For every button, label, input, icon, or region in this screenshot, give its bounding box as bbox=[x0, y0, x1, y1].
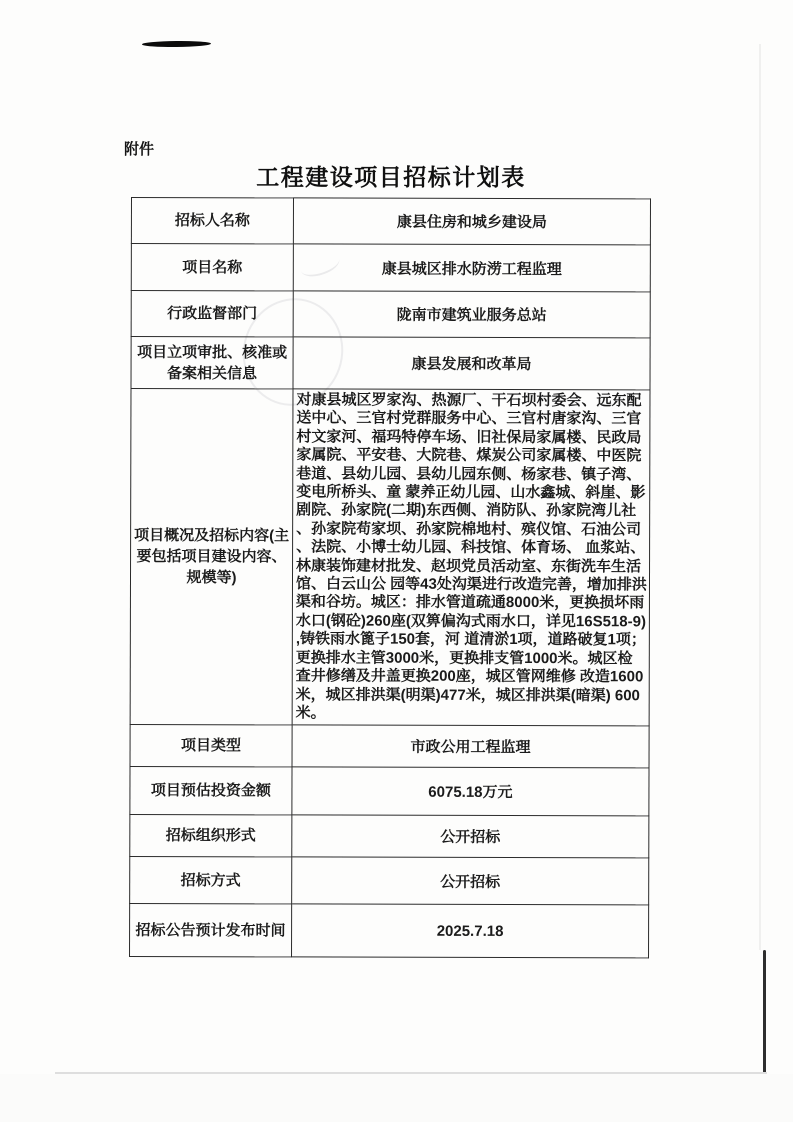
page-edge-right-shadow bbox=[763, 950, 766, 1074]
bidding-plan-table bbox=[129, 197, 651, 959]
row-label-cell: 项目概况及招标内容(主要包括项目建设内容、规模等) bbox=[130, 389, 293, 726]
row-value-cell: 康县发展和改革局 bbox=[293, 337, 650, 390]
row-label-cell: 项目类型 bbox=[130, 725, 292, 767]
row-value-cell: 公开招标 bbox=[292, 857, 649, 905]
row-value-cell: 康县城区排水防涝工程监理 bbox=[293, 244, 650, 292]
table-row bbox=[130, 815, 649, 858]
page-title: 工程建设项目招标计划表 bbox=[256, 164, 526, 190]
row-value-cell: 对康县城区罗家沟、热源厂、干石坝村委会、远东配送中心、三官村党群服务中心、三官村唐家沟、三官村文家河、福玛特停车场、旧社保局家属楼、民政局 家属院、平安巷、大院巷、煤炭公司家属楼、中医院巷道、县幼儿园、县幼儿园东侧、杨家巷、镇子湾、变电所桥头、童 蒙养正幼儿园、山水鑫城、斜崖、影剧院、孙家院(二期)东西侧、消防队、孙家院湾儿社、孙家院苟家坝、孙家院棉地村、殡仪馆、石油公司、法院、小博士幼儿园、科技馆、体育场、 血浆站、林康装饰建材批发、赵坝党员活动室、东街洗车生活馆、白云山公 园等43处沟渠进行改造完善，增加排洪渠和谷坊。城区：排水管道疏通8000米，更换损坏雨水口(钢砼)260座(双箅偏沟式雨水口，详见16S518-9),铸铁雨水篦子150套，河 道清淤1项，道路破复1项；更换排水主管3000米，更换排支管1000米。城区检查井修缮及井盖更换200座，城区管网维修 改造1600 米，城区排洪渠(明渠)477米，城区排洪渠(暗渠) 600米。 bbox=[292, 389, 650, 726]
table-row bbox=[131, 244, 650, 292]
attachment-label: 附件 bbox=[124, 141, 155, 158]
row-label-cell: 招标方式 bbox=[130, 857, 292, 904]
row-label-cell: 招标公告预计发布时间 bbox=[130, 904, 292, 957]
row-value-cell: 公开招标 bbox=[292, 815, 649, 858]
table-row bbox=[130, 857, 649, 905]
row-label-cell: 招标人名称 bbox=[131, 198, 293, 244]
row-value-cell: 6075.18万元 bbox=[292, 767, 649, 816]
table-row bbox=[131, 198, 650, 245]
row-value-cell: 康县住房和城乡建设局 bbox=[293, 198, 650, 245]
row-value-cell: 2025.7.18 bbox=[292, 904, 649, 958]
row-label-cell: 项目预估投资金额 bbox=[130, 767, 292, 815]
scan-background bbox=[0, 1074, 793, 1122]
scan-artifact-mark bbox=[142, 41, 211, 48]
table-row-project-overview bbox=[130, 389, 650, 727]
page-edge-right bbox=[759, 44, 761, 950]
table-row bbox=[131, 337, 650, 390]
table-row bbox=[130, 725, 649, 768]
row-value-cell: 市政公用工程监理 bbox=[292, 725, 649, 768]
row-label-cell: 项目名称 bbox=[131, 244, 293, 291]
table-row bbox=[130, 904, 649, 958]
row-label-cell: 项目立项审批、核准或备案相关信息 bbox=[131, 337, 293, 389]
row-label-cell: 招标组织形式 bbox=[130, 815, 292, 857]
table-row bbox=[130, 767, 649, 816]
table-row bbox=[131, 291, 650, 338]
row-label-cell: 行政监督部门 bbox=[131, 291, 293, 337]
row-value-cell: 陇南市建筑业服务总站 bbox=[293, 291, 650, 338]
